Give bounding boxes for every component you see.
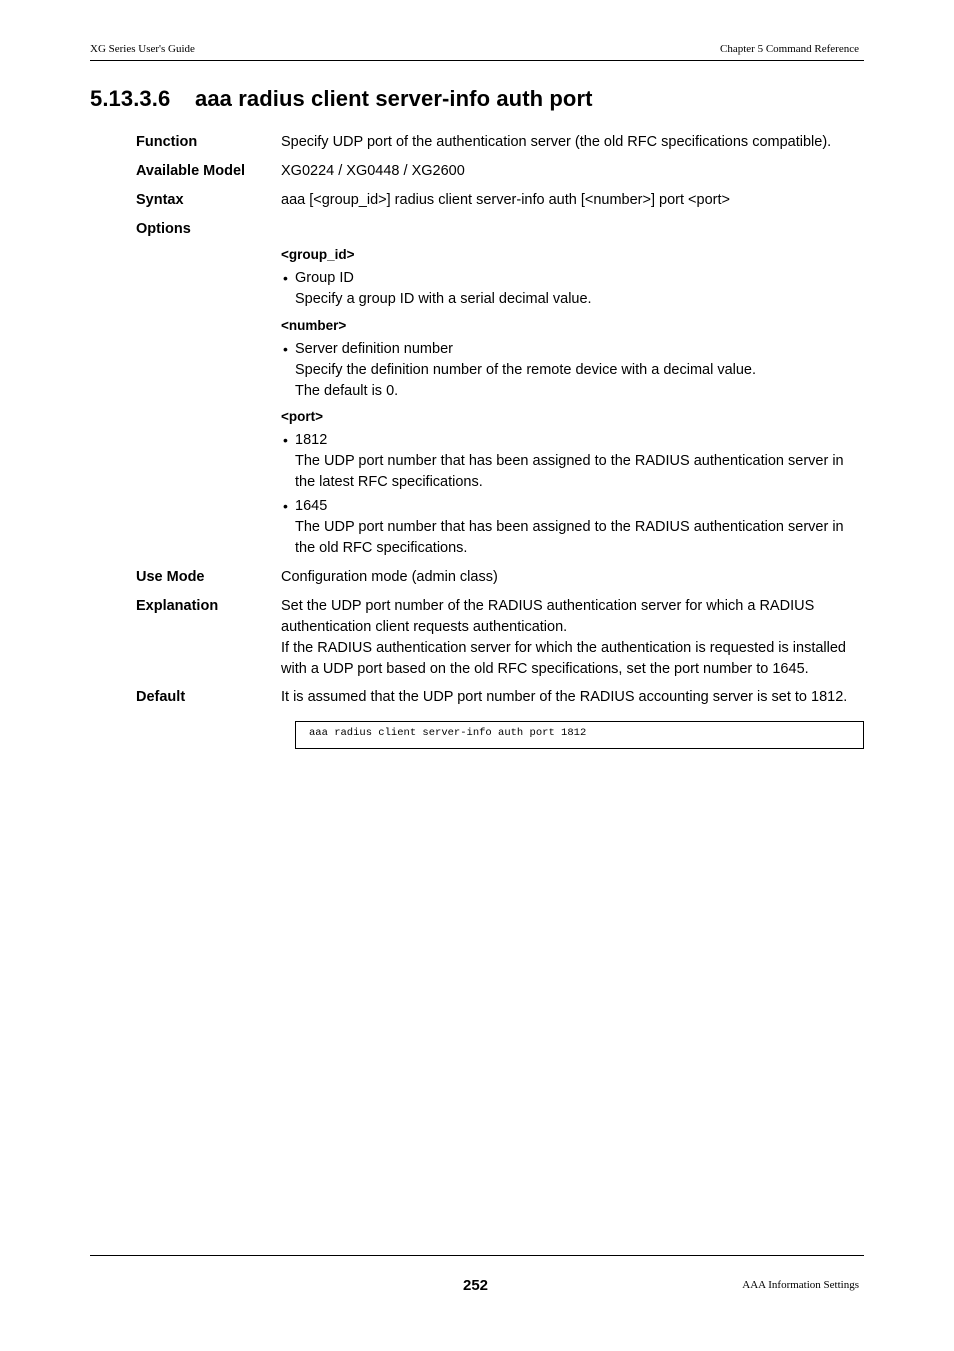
default-label: Default	[136, 689, 186, 705]
option-port-heading: <port>	[281, 409, 324, 424]
footer-section-title: AAA Information Settings	[742, 1279, 859, 1291]
page-header	[90, 42, 864, 61]
option-number-heading: <number>	[281, 318, 347, 333]
explanation-line-4: with a UDP port based on the old RFC specifications, set the port number to 1645.	[281, 661, 809, 677]
footer-divider	[90, 1255, 864, 1256]
available-model-text: XG0224 / XG0448 / XG2600	[281, 163, 465, 179]
available-model-label: Available Model	[136, 163, 246, 179]
options-label: Options	[136, 221, 191, 237]
code-example-box	[295, 721, 864, 749]
bullet-icon: •	[283, 432, 288, 448]
option-port-1645-desc-line2: the old RFC specifications.	[295, 540, 468, 556]
function-text: Specify UDP port of the authentication server (the old RFC specifications compatible).	[281, 134, 832, 150]
explanation-label: Explanation	[136, 598, 219, 614]
option-number-desc: Specify the definition number of the remote device with a decimal value.	[295, 362, 757, 378]
explanation-line-1: Set the UDP port number of the RADIUS authentication server for which a RADIUS	[281, 598, 815, 614]
option-port-value-1645: 1645	[295, 498, 328, 514]
function-label: Function	[136, 134, 198, 150]
default-text: It is assumed that the UDP port number of the RADIUS accounting server is set to 1812.	[281, 689, 848, 705]
section-title	[90, 86, 593, 112]
option-number-default: The default is 0.	[295, 383, 399, 399]
section-number: 5.13.3.6	[90, 86, 171, 111]
header-chapter-title: Chapter 5 Command Reference	[720, 43, 859, 55]
bullet-icon: •	[283, 341, 288, 357]
bullet-icon: •	[283, 498, 288, 514]
use-mode-text: Configuration mode (admin class)	[281, 569, 498, 585]
page-number: 252	[463, 1277, 489, 1294]
option-port-value-1812: 1812	[295, 432, 328, 448]
header-guide-title: XG Series User's Guide	[90, 43, 195, 55]
option-port-1645-desc-line1: The UDP port number that has been assigned to the RADIUS authentication server in	[295, 519, 844, 535]
explanation-line-3: If the RADIUS authentication server for which the authentication is requested is installed	[281, 640, 846, 656]
use-mode-label: Use Mode	[136, 569, 205, 585]
explanation-line-2: authentication client requests authentication.	[281, 619, 568, 635]
code-example-text: aaa radius client server-info auth port 1812	[309, 727, 587, 739]
option-port-1812-desc-line1: The UDP port number that has been assigned to the RADIUS authentication server in	[295, 453, 844, 469]
syntax-label: Syntax	[136, 192, 184, 208]
section-command-name: aaa radius client server-info auth port	[195, 86, 593, 111]
syntax-text: aaa [<group_id>] radius client server-info auth [<number>] port <port>	[281, 192, 730, 208]
option-port-1812-desc-line2: the latest RFC specifications.	[295, 474, 483, 490]
option-group-id-desc: Specify a group ID with a serial decimal value.	[295, 291, 592, 307]
bullet-icon: •	[283, 270, 288, 286]
option-group-id-item: Group ID	[295, 270, 354, 286]
option-number-item: Server definition number	[295, 341, 453, 357]
option-group-id-heading: <group_id>	[281, 247, 355, 262]
